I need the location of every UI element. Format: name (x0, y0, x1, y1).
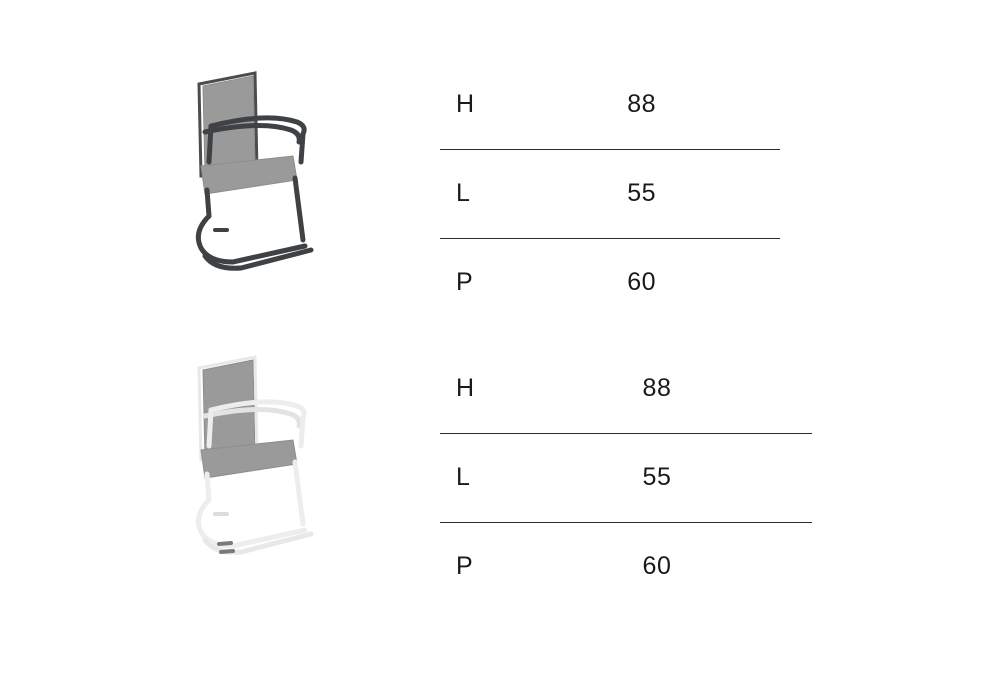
spec-value: 60 (603, 238, 780, 327)
spec-value: 55 (619, 433, 812, 522)
product-image-white-frame (0, 344, 440, 584)
chair-illustration-icon (175, 70, 365, 285)
spec-label: L (440, 433, 619, 522)
chair-illustration-icon (175, 354, 365, 569)
spec-table (440, 60, 780, 327)
spec-label: P (440, 238, 603, 327)
table-row (440, 522, 812, 611)
spec-label: H (456, 89, 475, 118)
table-row (440, 238, 780, 327)
spec-value: 55 (603, 149, 780, 238)
product-image-dark-frame (0, 60, 440, 300)
spec-value: 88 (642, 373, 672, 402)
spec-label: P (440, 522, 619, 611)
spec-table (440, 344, 812, 611)
table-row (440, 60, 780, 149)
spec-value: 60 (619, 522, 812, 611)
spec-label: H (456, 373, 475, 402)
table-row (440, 149, 780, 238)
product-block (0, 344, 1000, 611)
product-block (0, 60, 1000, 327)
spec-value: 88 (627, 89, 656, 118)
table-row (440, 433, 812, 522)
spec-label: L (440, 149, 603, 238)
table-row (440, 344, 812, 433)
